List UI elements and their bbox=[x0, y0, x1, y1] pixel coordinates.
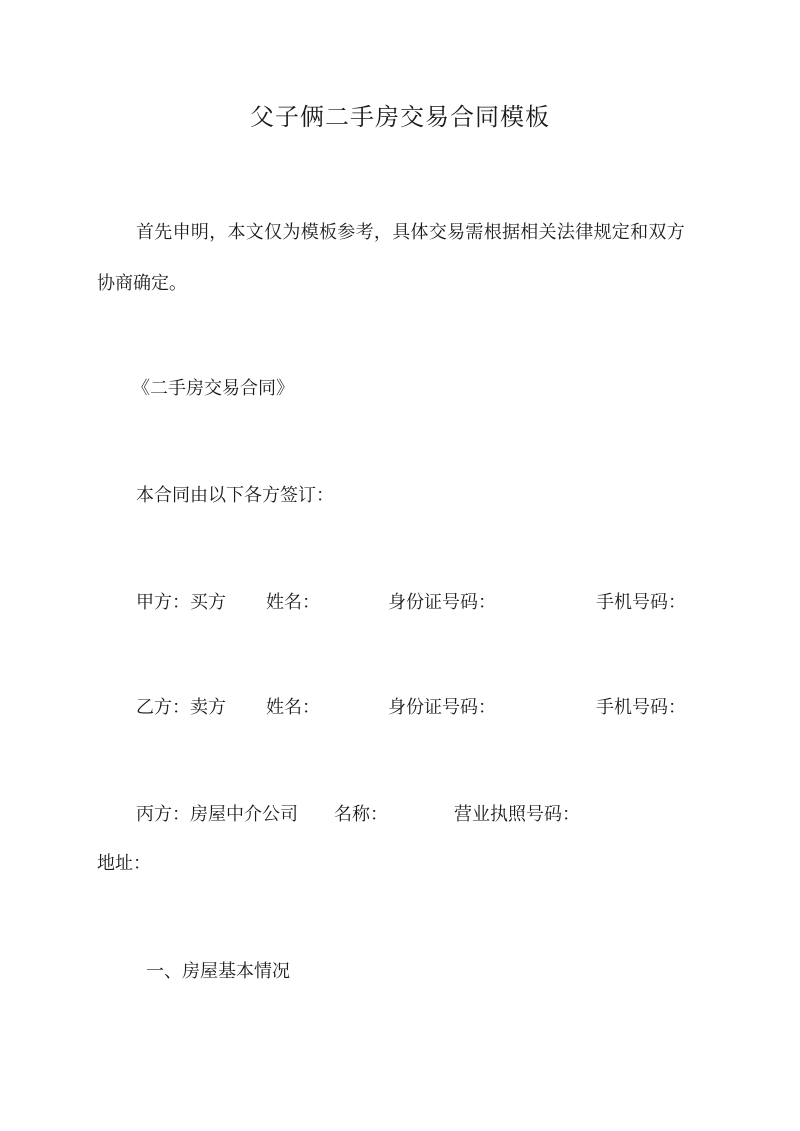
parties-intro: 本合同由以下各方签订： bbox=[136, 485, 334, 506]
intro-paragraph-line-2: 协商确定。 bbox=[97, 273, 187, 294]
party-a-name-label: 姓名： bbox=[266, 592, 320, 613]
party-c-label: 丙方：房屋中介公司 bbox=[136, 804, 298, 825]
party-a-label: 甲方：买方 bbox=[136, 592, 226, 613]
party-b-name-label: 姓名： bbox=[266, 697, 320, 718]
intro-paragraph-line-1: 首先申明，本文仅为模板参考，具体交易需根据相关法律规定和双方 bbox=[136, 222, 685, 243]
party-a-phone-label: 手机号码： bbox=[596, 592, 686, 613]
contract-name: 《二手房交易合同》 bbox=[132, 378, 294, 399]
party-c-name-label: 名称： bbox=[334, 804, 388, 825]
document-title: 父子俩二手房交易合同模板 bbox=[250, 103, 550, 131]
party-b-label: 乙方：卖方 bbox=[136, 697, 226, 718]
party-b-id-label: 身份证号码： bbox=[388, 697, 496, 718]
address-label: 地址： bbox=[97, 853, 151, 874]
section-1-heading: 一、房屋基本情况 bbox=[146, 961, 290, 982]
party-b-phone-label: 手机号码： bbox=[596, 697, 686, 718]
party-c-license-label: 营业执照号码： bbox=[454, 804, 580, 825]
party-a-id-label: 身份证号码： bbox=[388, 592, 496, 613]
